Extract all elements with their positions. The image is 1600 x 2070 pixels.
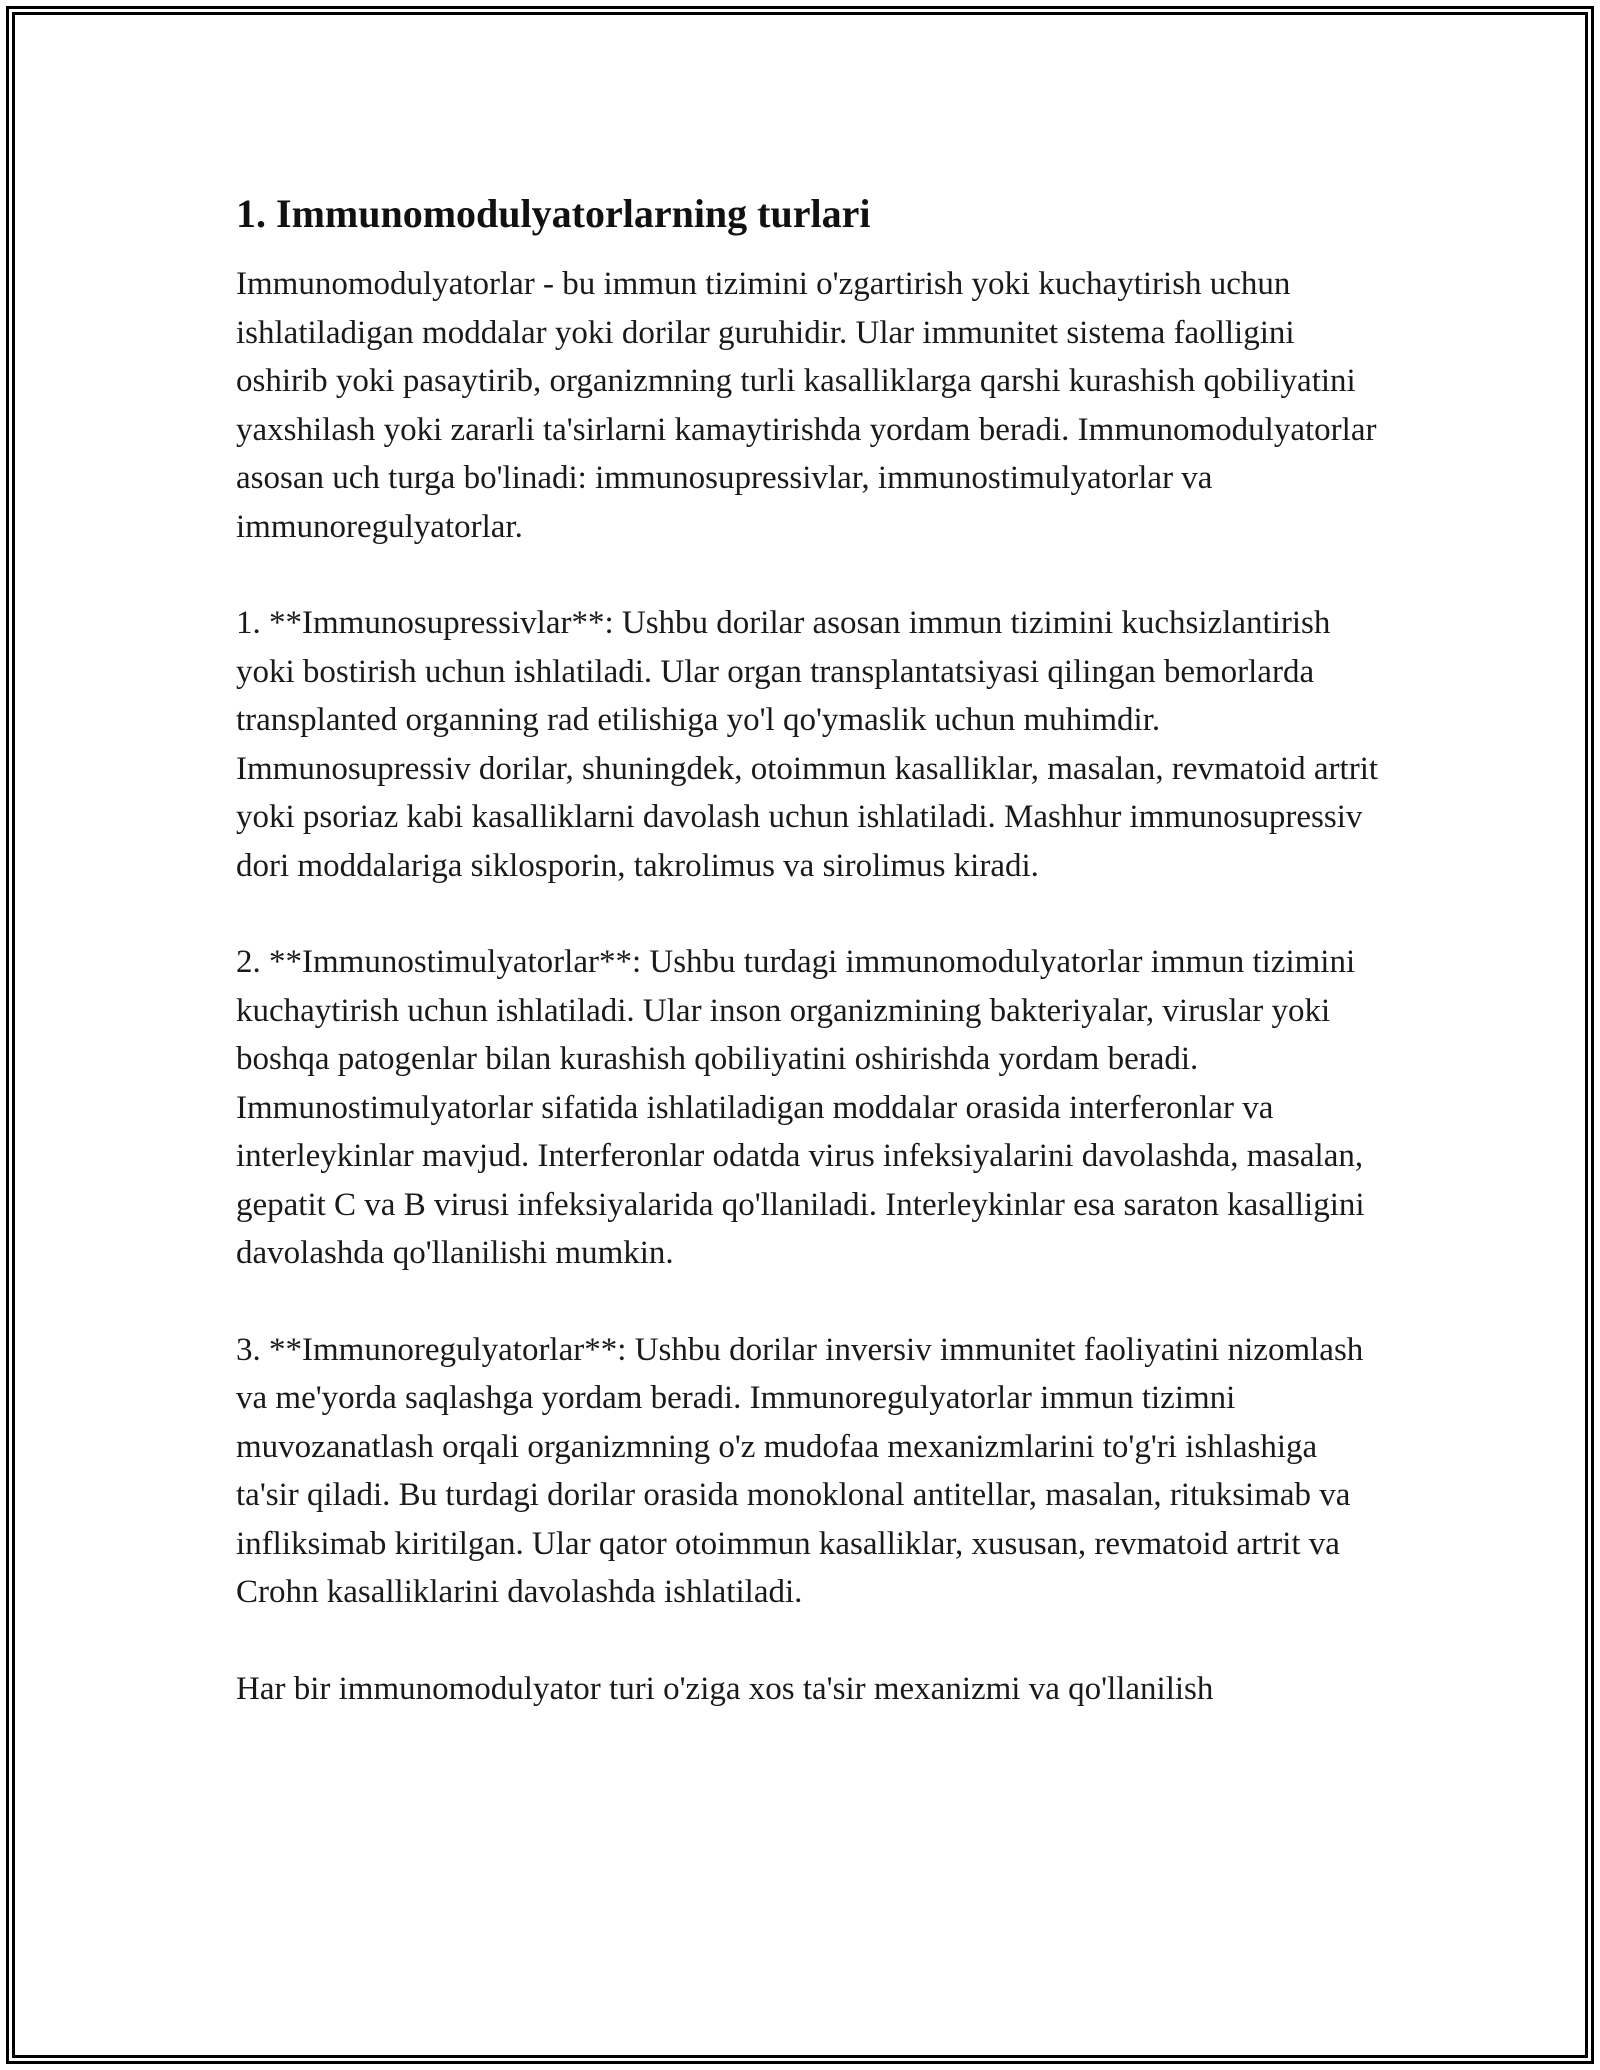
section-heading: 1. Immunomodulyatorlarning turlari — [236, 191, 871, 236]
immunosupressivlar-paragraph: 1. **Immunosupressivlar**: Ushbu dorilar asosan immun tizimini kuchsizlantirish yoki bostirish uchun ishlatiladi. Ular organ transplantatsiyasi qilingan bemorlarda transplanted organning rad etilishiga yo'l qo'ymaslik uchun muhimdir. Immunosupressiv dorilar, shuningdek, otoimmun kasalliklar, masalan, revmatoid artrit yoki psoriaz kabi kasalliklarni davolash uchun ishlatiladi. Mashhur immunosupressiv dori moddalariga siklosporin, takrolimus va sirolimus kiradi. — [236, 605, 1379, 884]
document-body — [236, 186, 1381, 1761]
closing-paragraph: Har bir immunomodulyator turi o'ziga xos ta'sir mexanizmi va qo'llanilish — [236, 1670, 1214, 1707]
immunostimulyatorlar-paragraph: 2. **Immunostimulyatorlar**: Ushbu turdagi immunomodulyatorlar immun tizimini kuchaytirish uchun ishlatiladi. Ular inson organizmining bakteriyalar, viruslar yoki boshqa patogenlar bilan kurashish qobiliyatini oshirishda yordam beradi. Immunostimulyatorlar sifatida ishlatiladigan moddalar orasida interferonlar va interleykinlar mavjud. Interferonlar odatda virus infeksiyalarini davolashda, masalan, gepatit C va B virusi infeksiyalarida qo'llaniladi. Interleykinlar esa saraton kasalligini davolashda qo'llanilishi mumkin. — [236, 944, 1365, 1271]
immunoregulyatorlar-paragraph: 3. **Immunoregulyatorlar**: Ushbu dorilar inversiv immunitet faoliyatini nizomlash va me'yorda saqlashga yordam beradi. Immunoregulyatorlar immun tizimni muvozanatlash orqali organizmning o'z mudofaa mexanizmlarini to'g'ri ishlashiga ta'sir qiladi. Bu turdagi dorilar orasida monoklonal antitellar, masalan, rituksimab va infliksimab kiritilgan. Ular qator otoimmun kasalliklar, xususan, revmatoid artrit va Crohn kasalliklarini davolashda ishlatiladi. — [236, 1331, 1364, 1610]
intro-paragraph: Immunomodulyatorlar - bu immun tizimini o'zgartirish yoki kuchaytirish uchun ishlatiladigan moddalar yoki dorilar guruhidir. Ular immunitet sistema faolligini oshirib yoki pasaytirib, organizmning turli kasalliklarga qarshi kurashish qobiliyatini yaxshilash yoki zararli ta'sirlarni kamaytirishda yordam beradi. Immunomodulyatorlar asosan uch turga bo'linadi: immunosupressivlar, immunostimulyatorlar va immunoregulyatorlar. — [236, 266, 1377, 545]
